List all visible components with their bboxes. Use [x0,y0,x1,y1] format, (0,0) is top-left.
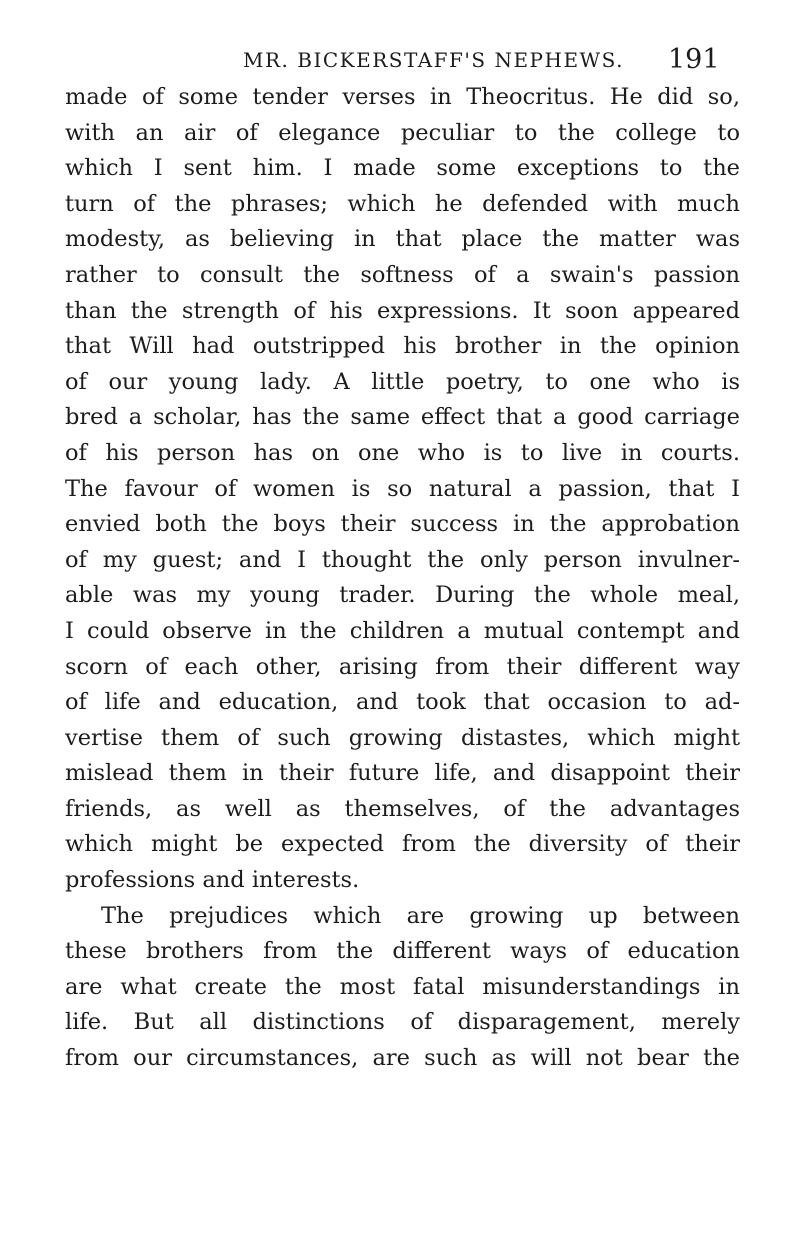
text-line: these brothers from the different ways of education [65,938,740,965]
text-line: which might be expected from the diversity of their [65,831,740,858]
text-line: of my guest; and I thought the only person invulner- [65,546,740,573]
text-line: rather to consult the softness of a swain's passion [65,261,740,288]
text-line: life. But all distinctions of disparagement, merely [65,1009,740,1036]
text-line: are what create the most fatal misunderstandings in [65,973,740,1000]
text-line: of his person has on one who is to live in courts. [65,439,740,466]
text-line: professions and interests. [65,867,360,894]
text-line: able was my young trader. During the whole meal, [65,582,740,609]
text-line: modesty, as believing in that place the matter was [65,226,740,253]
text-line: The favour of women is so natural a passion, that I [65,475,740,502]
body-text [65,80,740,1077]
text-line: with an air of elegance peculiar to the college to [65,119,740,146]
text-line: vertise them of such growing distastes, which might [65,724,740,751]
text-line: friends, as well as themselves, of the advantages [65,795,740,822]
running-head [0,40,800,80]
text-line: envied both the boys their success in the approbation [65,511,740,538]
text-line: which I sent him. I made some exceptions to the [65,155,740,182]
text-line: bred a scholar, has the same effect that a good carriage [65,404,740,431]
text-line: of our young lady. A little poetry, to one who is [65,368,740,395]
text-line: mislead them in their future life, and disappoint their [65,760,740,787]
running-title: MR. BICKERSTAFF'S NEPHEWS. [243,48,624,72]
text-line: scorn of each other, arising from their different way [65,653,740,680]
text-line: of life and education, and took that occasion to ad- [65,689,740,716]
text-line: than the strength of his expressions. It soon appeared [65,297,740,324]
text-line: made of some tender verses in Theocritus. He did so, [65,84,740,110]
text-line: that Will had outstripped his brother in the opinion [65,333,740,360]
text-line: I could observe in the children a mutual contempt and [65,617,740,644]
text-line: turn of the phrases; which he defended with much [65,190,740,217]
text-line: from our circumstances, are such as will not bear the [65,1045,740,1072]
page-number: 191 [668,44,720,75]
paragraph-start-line: The prejudices which are growing up between [101,902,740,929]
